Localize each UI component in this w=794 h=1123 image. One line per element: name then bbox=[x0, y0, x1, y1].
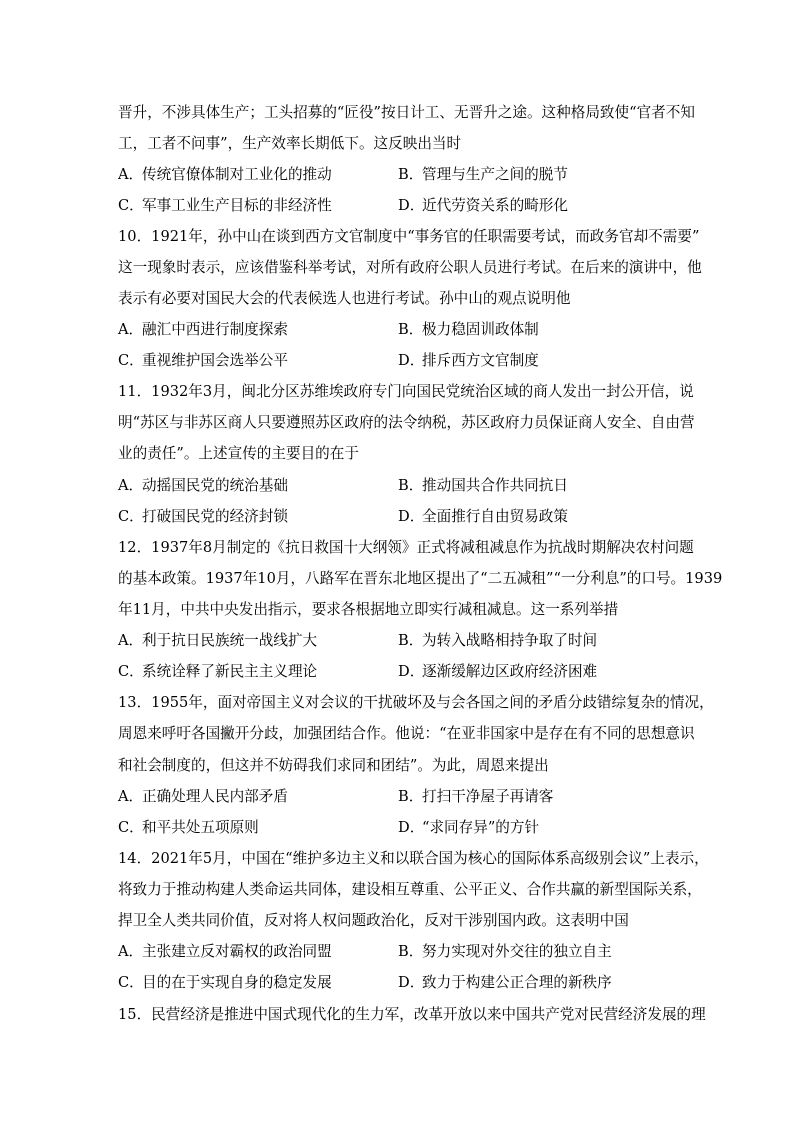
option-label: A． bbox=[118, 477, 144, 494]
q12-stem-line-1: 12．1937年8月制定的《抗日救国十大纲领》正式将减租减息作为抗战时期解决农村问题 bbox=[118, 539, 694, 556]
option-text: 传统官僚体制对工业化的推动 bbox=[142, 166, 332, 183]
option-label: B． bbox=[398, 477, 424, 494]
option-text: “求同存异”的方针 bbox=[422, 819, 540, 836]
option-label: A． bbox=[118, 321, 144, 338]
option-label: A． bbox=[118, 788, 144, 805]
option-label: D． bbox=[398, 663, 425, 680]
q11-stem-line-3: 业的责任”。上述宣传的主要目的在于 bbox=[118, 445, 359, 462]
q9-stem-line-2: 工，工者不问事”，生产效率长期低下。这反映出当时 bbox=[118, 135, 462, 152]
option-label: D． bbox=[398, 819, 425, 836]
q13-stem-line-1: 13．1955年，面对帝国主义对会议的干扰破坏及与会各国之间的矛盾分歧错综复杂的情况， bbox=[118, 694, 714, 711]
q9-stem-line-1: 晋升，不涉具体生产；工头招募的“匠役”按日计工、无晋升之途。这种格局致使“官者不知 bbox=[118, 104, 695, 121]
q9-option-d bbox=[398, 196, 568, 216]
option-label: B． bbox=[398, 166, 424, 183]
q14-stem-line-1: 14．2021年5月，中国在“维护多边主义和以联合国为核心的国际体系高级别会议”上表示， bbox=[118, 850, 709, 867]
option-text: 和平共处五项原则 bbox=[142, 819, 259, 836]
q13-stem-line-2: 周恩来呼吁各国撇开分歧，加强团结合作。他说：“在亚非国家中是存在有不同的思想意识 bbox=[118, 725, 695, 742]
option-text: 正确处理人民内部矛盾 bbox=[142, 788, 288, 805]
option-text: 融汇中西进行制度探索 bbox=[142, 321, 288, 338]
option-text: 目的在于实现自身的稳定发展 bbox=[142, 974, 332, 991]
option-label: C． bbox=[118, 974, 144, 991]
option-text: 重视维护国会选举公平 bbox=[142, 352, 288, 369]
option-text: 排斥西方文官制度 bbox=[422, 352, 539, 369]
option-label: D． bbox=[398, 197, 425, 214]
q11-option-c bbox=[118, 507, 288, 527]
option-text: 全面推行自由贸易政策 bbox=[422, 508, 568, 525]
option-text: 极力稳固训政体制 bbox=[422, 321, 539, 338]
option-label: C． bbox=[118, 197, 144, 214]
option-text: 打扫干净屋子再请客 bbox=[422, 788, 554, 805]
q11-option-a bbox=[118, 476, 288, 496]
option-text: 系统诠释了新民主主义理论 bbox=[142, 663, 318, 680]
q14-option-b bbox=[398, 942, 612, 962]
option-label: A． bbox=[118, 943, 144, 960]
q13-option-c bbox=[118, 818, 259, 838]
option-text: 军事工业生产目标的非经济性 bbox=[142, 197, 332, 214]
q10-option-d bbox=[398, 351, 539, 371]
option-text: 努力实现对外交往的独立自主 bbox=[422, 943, 612, 960]
option-label: D． bbox=[398, 508, 425, 525]
q14-stem-line-3: 捍卫全人类共同价值，反对将人权问题政治化，反对干涉别国内政。这表明中国 bbox=[118, 912, 629, 929]
option-label: B． bbox=[398, 321, 424, 338]
q11-stem-line-2: 明“苏区与非苏区商人只要遵照苏区政府的法令纳税，苏区政府力员保证商人安全、自由营 bbox=[118, 414, 695, 431]
q14-option-a bbox=[118, 942, 332, 962]
option-label: C． bbox=[118, 663, 144, 680]
option-label: A． bbox=[118, 166, 144, 183]
option-label: D． bbox=[398, 974, 425, 991]
q12-option-b bbox=[398, 631, 597, 651]
q13-option-a bbox=[118, 787, 288, 807]
q11-stem-line-1: 11．1932年3月，闽北分区苏维埃政府专门向国民党统治区域的商人发出一封公开信，说 bbox=[118, 383, 694, 400]
q12-option-d bbox=[398, 662, 597, 682]
q11-option-b bbox=[398, 476, 568, 496]
option-text: 管理与生产之间的脱节 bbox=[422, 166, 568, 183]
option-text: 利于抗日民族统一战线扩大 bbox=[142, 632, 318, 649]
q9-option-b bbox=[398, 165, 568, 185]
q10-option-a bbox=[118, 320, 288, 340]
q13-stem-line-3: 和社会制度的，但这并不妨碍我们求同和团结”。为此，周恩来提出 bbox=[118, 757, 549, 774]
q10-option-b bbox=[398, 320, 539, 340]
option-label: B． bbox=[398, 788, 424, 805]
option-label: B． bbox=[398, 943, 424, 960]
q13-option-b bbox=[398, 787, 553, 807]
option-label: C． bbox=[118, 508, 144, 525]
q10-stem-line-2: 这一现象时表示，应该借鉴科举考试，对所有政府公职人员进行考试。在后来的演讲中，他 bbox=[118, 259, 702, 276]
q10-stem-line-1: 10．1921年，孙中山在谈到西方文官制度中“事务官的任职需要考试，而政务官却不需要” bbox=[118, 228, 700, 245]
option-text: 致力于构建公正合理的新秩序 bbox=[422, 974, 612, 991]
option-label: D． bbox=[398, 352, 425, 369]
q14-option-d bbox=[398, 973, 612, 993]
q9-option-c bbox=[118, 196, 332, 216]
option-label: C． bbox=[118, 352, 144, 369]
q13-option-d bbox=[398, 818, 539, 838]
q14-stem-line-2: 将致力于推动构建人类命运共同体，建设相互尊重、公平正义、合作共赢的新型国际关系， bbox=[118, 881, 702, 898]
option-text: 近代劳资关系的畸形化 bbox=[422, 197, 568, 214]
option-text: 为转入战略相持争取了时间 bbox=[422, 632, 598, 649]
q15-stem-line-1: 15．民营经济是推进中国式现代化的生力军，改革开放以来中国共产党对民营经济发展的理 bbox=[118, 1006, 706, 1023]
option-text: 打破国民党的经济封锁 bbox=[142, 508, 288, 525]
q12-stem-line-2: 的基本政策。1937年10月，八路军在晋东北地区提出了“二五减租”“一分利息”的口号。1939 bbox=[118, 570, 723, 587]
option-text: 主张建立反对霸权的政治同盟 bbox=[142, 943, 332, 960]
q12-option-a bbox=[118, 631, 317, 651]
option-label: A． bbox=[118, 632, 144, 649]
q9-option-a bbox=[118, 165, 332, 185]
option-text: 推动国共合作共同抗日 bbox=[422, 477, 568, 494]
option-text: 逐渐缓解边区政府经济困难 bbox=[422, 663, 598, 680]
q10-stem-line-3: 表示有必要对国民大会的代表候选人也进行考试。孙中山的观点说明他 bbox=[118, 290, 571, 307]
option-label: B． bbox=[398, 632, 424, 649]
option-label: C． bbox=[118, 819, 144, 836]
q12-stem-line-3: 年11月，中共中央发出指示，要求各根据地立即实行减租减息。这一系列举措 bbox=[118, 601, 619, 618]
option-text: 动摇国民党的统治基础 bbox=[142, 477, 288, 494]
q10-option-c bbox=[118, 351, 288, 371]
q12-option-c bbox=[118, 662, 317, 682]
q14-option-c bbox=[118, 973, 332, 993]
q11-option-d bbox=[398, 507, 568, 527]
